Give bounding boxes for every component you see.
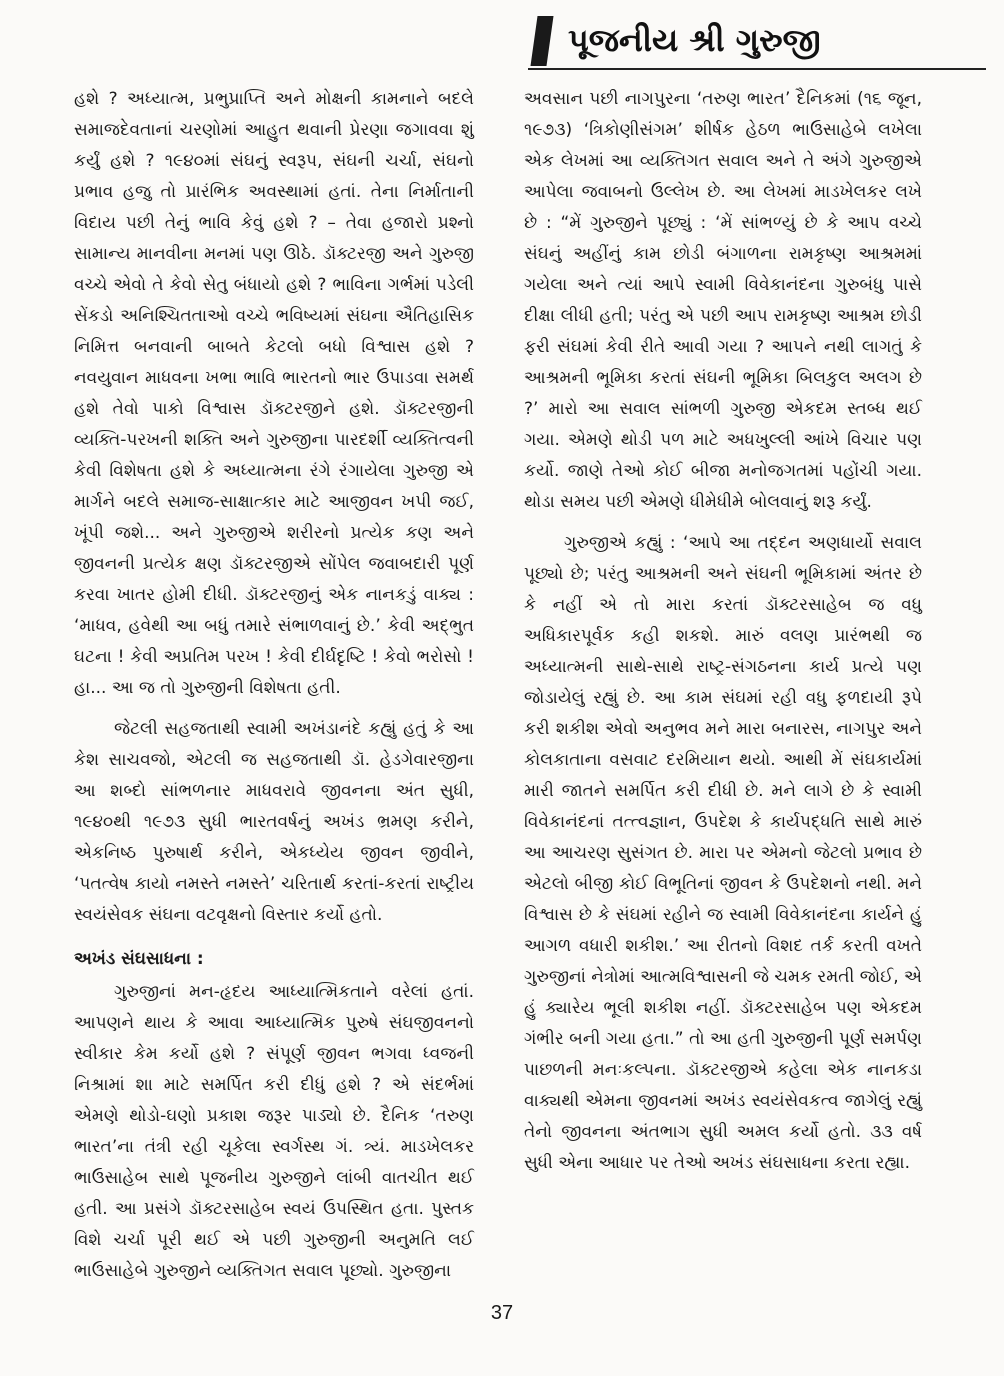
paragraph: ગુરુજીએ કહ્યું : ‘આપે આ તદ્દન અણધાર્યો સવાલ પૂછ્યો છે; પરંતુ આશ્રમની અને સંઘની ભૂમિકામાં અંતર છે કે નહીં એ તો મારા કરતાં ડૉક્ટરસાહેબ જ વધુ અધિકારપૂર્વક કહી શકશે. મારું વલણ પ્રારંભથી જ અધ્યાત્મની સાથે-સાથે રાષ્ટ્ર-સંગઠનના કાર્ય પ્રત્યે પણ જોડાયેલું રહ્યું છે. આ કામ સંઘમાં રહી વધુ ફળદાયી રૂપે કરી શકીશ એવો અનુભવ મને મારા બનારસ, નાગપુર અને કોલકાતાના વસવાટ દરમિયાન થયો. આથી મેં સંઘકાર્યમાં મારી જાતને સમર્પિત કરી દીધી છે. મને લાગે છે કે સ્વામી વિવેકાનંદનાં તત્ત્વજ્ઞાન, ઉપદેશ કે કાર્યપદ્ધતિ સાથે મારું આ આચરણ સુસંગત છે. મારા પર એમનો જેટલો પ્રભાવ છે એટલો બીજી કોઈ વિભૂતિનાં જીવન કે ઉપદેશનો નથી. મને વિશ્વાસ છે કે સંઘમાં રહીને જ સ્વામી વિવેકાનંદના કાર્યને હું આગળ વધારી શકીશ.’ આ રીતનો વિશદ તર્ક કરતી વખતે ગુરુજીનાં નેત્રોમાં આત્મવિશ્વાસની જે ચમક રમતી જોઈ, એ હું ક્યારેય ભૂલી શકીશ નહીં. ડૉક્ટરસાહેબ પણ એકદમ ગંભીર બની ગયા હતા.” તો આ હતી ગુરુજીની પૂર્ણ સમર્પણ પાછળની મનઃકલ્પના. ડૉક્ટરજીએ કહેલા એક નાનકડા વાક્યથી એમના જીવનમાં અખંડ સ્વયંસેવકત્વ જાગેલું રહ્યું તેનો જીવનના અંતભાગ સુધી અમલ કર્યો હતો. ૩૩ વર્ષ સુધી એના આધાર પર તેઓ અખંડ સંઘસાધના કરતા રહ્યા. — [524, 533, 922, 1173]
right-column — [524, 84, 922, 1179]
page-title: પૂજનીય શ્રી ગુરુજી — [568, 21, 821, 59]
page-header — [528, 12, 988, 70]
page-number: 37 — [490, 1302, 514, 1324]
paragraph: ગુરુજીનાં મન-હૃદય આધ્યાત્મિકતાને વરેલાં હતાં. આપણને થાય કે આવા આધ્યાત્મિક પુરુષે સંઘજીવનનો સ્વીકાર કેમ કર્યો હશે ? સંપૂર્ણ જીવન ભગવા ધ્વજની નિશ્રામાં શા માટે સમર્પિત કરી દીધું હશે ? એ સંદર્ભમાં એમણે થોડો-ઘણો પ્રકાશ જરૂર પાડ્યો છે. દૈનિક ‘તરુણ ભારત’ના તંત્રી રહી ચૂકેલા સ્વર્ગસ્થ ગં. ત્ર્યં. માડખેલકર ભાઉસાહેબ સાથે પૂજનીય ગુરુજીને લાંબી વાતચીત થઈ હતી. આ પ્રસંગે ડૉક્ટરસાહેબ સ્વયં ઉપસ્થિત હતા. પુસ્તક વિશે ચર્ચા પૂરી થઈ એ પછી ગુરુજીની અનુમતિ લઈ ભાઉસાહેબે ગુરુજીને વ્યક્તિગત સવાલ પૂછ્યો. ગુરુજીના — [74, 982, 475, 1281]
header-bar-decoration — [530, 16, 553, 66]
paragraph: જેટલી સહજતાથી સ્વામી અખંડાનંદે કહ્યું હતું કે આ કેશ સાચવજો, એટલી જ સહજતાથી ડૉ. હેડગેવારજીના આ શબ્દો સાંભળનાર માધવરાવે જીવનના અંત સુધી, ૧૯૪૦થી ૧૯૭૩ સુધી ભારતવર્ષનું અખંડ ભ્રમણ કરીને, એકનિષ્ઠ પુરુષાર્થ કરીને, એકધ્યેય જીવન જીવીને, ‘પતત્વેષ કાયો નમસ્તે નમસ્તે’ ચરિતાર્થ કરતાં-કરતાં રાષ્ટ્રીય સ્વયંસેવક સંઘના વટવૃક્ષનો વિસ્તાર કર્યો હતો. — [74, 719, 474, 925]
section-heading: અખંડ સંઘસાધના : — [74, 949, 204, 969]
left-column — [74, 84, 474, 1287]
paragraph: અવસાન પછી નાગપુરના ‘તરુણ ભારત’ દૈનિકમાં (૧૬ જૂન, ૧૯૭૩) ‘ત્રિકોણીસંગમ’ શીર્ષક હેઠળ ભાઉસાહેબે લખેલા એક લેખમાં આ વ્યક્તિગત સવાલ અને તે અંગે ગુરુજીએ આપેલા જવાબનો ઉલ્લેખ છે. આ લેખમાં માડખેલકર લખે છે : “મેં ગુરુજીને પૂછ્યું : ‘મેં સાંભળ્યું છે કે આપ વચ્ચે સંઘનું અહીંનું કામ છોડી બંગાળના રામકૃષ્ણ આશ્રમમાં ગયેલા અને ત્યાં આપે સ્વામી વિવેકાનંદના ગુરુબંધુ પાસે દીક્ષા લીધી હતી; પરંતુ એ પછી આપ રામકૃષ્ણ આશ્રમ છોડી ફરી સંઘમાં કેવી રીતે આવી ગયા ? આપને નથી લાગતું કે આશ્રમની ભૂમિકા કરતાં સંઘની ભૂમિકા બિલકુલ અલગ છે ?’ મારો આ સવાલ સાંભળી ગુરુજી એકદમ સ્તબ્ધ થઈ ગયા. એમણે થોડી પળ માટે અધખુલ્લી આંખે વિચાર પણ કર્યો. જાણે તેઓ કોઈ બીજા મનોજગતમાં પહોંચી ગયા. થોડા સમય પછી એમણે ધીમેધીમે બોલવાનું શરૂ કર્યું. — [524, 89, 922, 512]
paragraph: હશે ? અધ્યાત્મ, પ્રભુપ્રાપ્તિ અને મોક્ષની કામનાને બદલે સમાજદેવતાનાં ચરણોમાં આહુત થવાની પ્રેરણા જગાવવા શું કર્યું હશે ? ૧૯૪૦માં સંઘનું સ્વરૂપ, સંઘની ચર્ચા, સંઘનો પ્રભાવ હજુ તો પ્રારંભિક અવસ્થામાં હતાં. તેના નિર્માતાની વિદાય પછી તેનું ભાવિ કેવું હશે ? – તેવા હજારો પ્રશ્નો સામાન્ય માનવીના મનમાં પણ ઊઠે. ડૉક્ટરજી અને ગુરુજી વચ્ચે એવો તે કેવો સેતુ બંધાયો હશે ? ભાવિના ગર્ભમાં પડેલી સેંકડો અનિશ્ચિતતાઓ વચ્ચે ભવિષ્યમાં સંઘના ઐતિહાસિક નિમિત્ત બનવાની બાબતે કેટલો બધો વિશ્વાસ હશે ? નવયુવાન માધવના ખભા ભાવિ ભારતનો ભાર ઉપાડવા સમર્થ હશે તેવો પાકો વિશ્વાસ ડૉક્ટરજીને હશે. ડૉક્ટરજીની વ્યક્તિ-પરખની શક્તિ અને ગુરુજીના પારદર્શી વ્યક્તિત્વની કેવી વિશેષતા હશે કે અધ્યાત્મના રંગે રંગાયેલા ગુરુજી એ માર્ગને બદલે સમાજ-સાક્ષાત્કાર માટે આજીવન ખપી જઈ, ખૂંપી જશે... અને ગુરુજીએ શરીરનો પ્રત્યેક કણ અને જીવનની પ્રત્યેક ક્ષણ ડૉક્ટરજીએ સોંપેલ જવાબદારી પૂર્ણ કરવા ખાતર હોમી દીધી. ડૉક્ટરજીનું એક નાનકડું વાક્ય : ‘માધવ, હવેથી આ બધું તમારે સંભાળવાનું છે.’ કેવી અદ્‌ભુત ઘટના ! કેવી અપ્રતિમ પરખ ! કેવી દીર્ઘદૃષ્ટિ ! કેવો ભરોસો ! હા... આ જ તો ગુરુજીની વિશેષતા હતી. — [74, 89, 474, 698]
header-rule — [528, 68, 986, 70]
